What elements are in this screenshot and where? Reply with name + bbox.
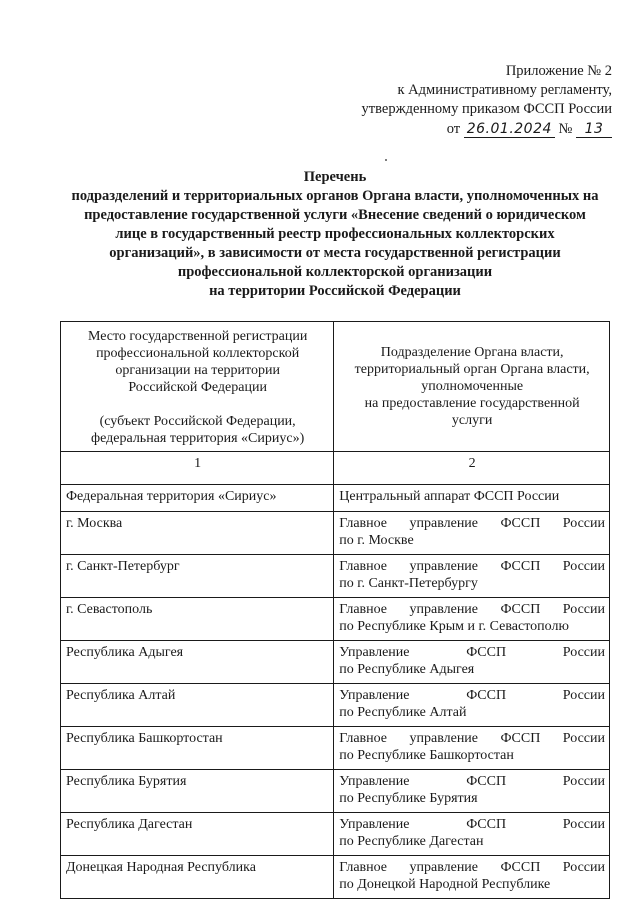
annex-approval: утвержденному приказом ФССП России	[361, 101, 612, 117]
title-line: профессиональной коллекторской организации	[177, 264, 493, 280]
table-row	[61, 641, 610, 684]
authority-cell: Главное управление ФССП России по г. Санкт-Петербургу	[334, 555, 610, 598]
number-label: №	[558, 121, 573, 137]
place-cell: г. Санкт-Петербург	[61, 555, 334, 598]
table-row	[61, 555, 610, 598]
authority-cell: Главное управление ФССП России по Республике Крым и г. Севастополю	[334, 598, 610, 641]
scan-speck	[385, 159, 387, 161]
header-cell-authority: Подразделение Органа власти, территориальный орган Органа власти, уполномоченные на предоставление государственной услуги	[334, 322, 610, 452]
title-line: предоставление государственной услуги «Внесение сведений о юридическом	[84, 207, 586, 223]
column-number-row	[61, 452, 610, 485]
registry-table	[60, 321, 610, 899]
authority-cell: Управление ФССП России по Республике Алтай	[334, 684, 610, 727]
place-cell: г. Севастополь	[61, 598, 334, 641]
place-cell: Республика Алтай	[61, 684, 334, 727]
title-line: организаций», в зависимости от места государственной регистрации	[109, 245, 561, 261]
column-number: 2	[334, 452, 610, 485]
authority-cell: Центральный аппарат ФССП России	[334, 485, 610, 512]
table-row	[61, 770, 610, 813]
order-date-line	[312, 120, 612, 139]
title-line: лице в государственный реестр профессиональных коллекторских	[115, 226, 555, 242]
column-number: 1	[61, 452, 334, 485]
annex-header	[312, 62, 612, 139]
title-heading: Перечень	[303, 169, 367, 185]
table-row	[61, 512, 610, 555]
table-row	[61, 485, 610, 512]
table-header-row	[61, 322, 610, 452]
authority-cell: Управление ФССП России по Республике Дагестан	[334, 813, 610, 856]
place-cell: Донецкая Народная Республика	[61, 856, 334, 899]
place-cell: Республика Бурятия	[61, 770, 334, 813]
place-cell: Республика Адыгея	[61, 641, 334, 684]
place-cell: Республика Дагестан	[61, 813, 334, 856]
table-row	[61, 684, 610, 727]
table-row	[61, 856, 610, 899]
header-cell-place: Место государственной регистрации профессиональной коллекторской организации на территории Российской Федерации (субъект Российской Федерации, федеральная территория «Сириус»)	[61, 322, 334, 452]
table-row	[61, 727, 610, 770]
authority-cell: Главное управление ФССП России по г. Москве	[334, 512, 610, 555]
authority-cell: Главное управление ФССП России по Донецкой Народной Республике	[334, 856, 610, 899]
authority-cell: Управление ФССП России по Республике Адыгея	[334, 641, 610, 684]
handwritten-number: 13	[576, 122, 612, 138]
annex-reference: к Административному регламенту,	[397, 82, 612, 98]
place-cell: г. Москва	[61, 512, 334, 555]
place-cell: Республика Башкортостан	[61, 727, 334, 770]
table-row	[61, 813, 610, 856]
place-cell: Федеральная территория «Сириус»	[61, 485, 334, 512]
authority-cell: Главное управление ФССП России по Республике Башкортостан	[334, 727, 610, 770]
document-title	[40, 168, 630, 301]
handwritten-date: 26.01.2024	[464, 122, 555, 138]
authority-cell: Управление ФССП России по Республике Бурятия	[334, 770, 610, 813]
title-line: на территории Российской Федерации	[209, 283, 461, 299]
annex-title: Приложение № 2	[505, 63, 612, 79]
table-row	[61, 598, 610, 641]
title-line: подразделений и территориальных органов Органа власти, уполномоченных на	[71, 188, 599, 204]
from-label: от	[446, 121, 461, 137]
